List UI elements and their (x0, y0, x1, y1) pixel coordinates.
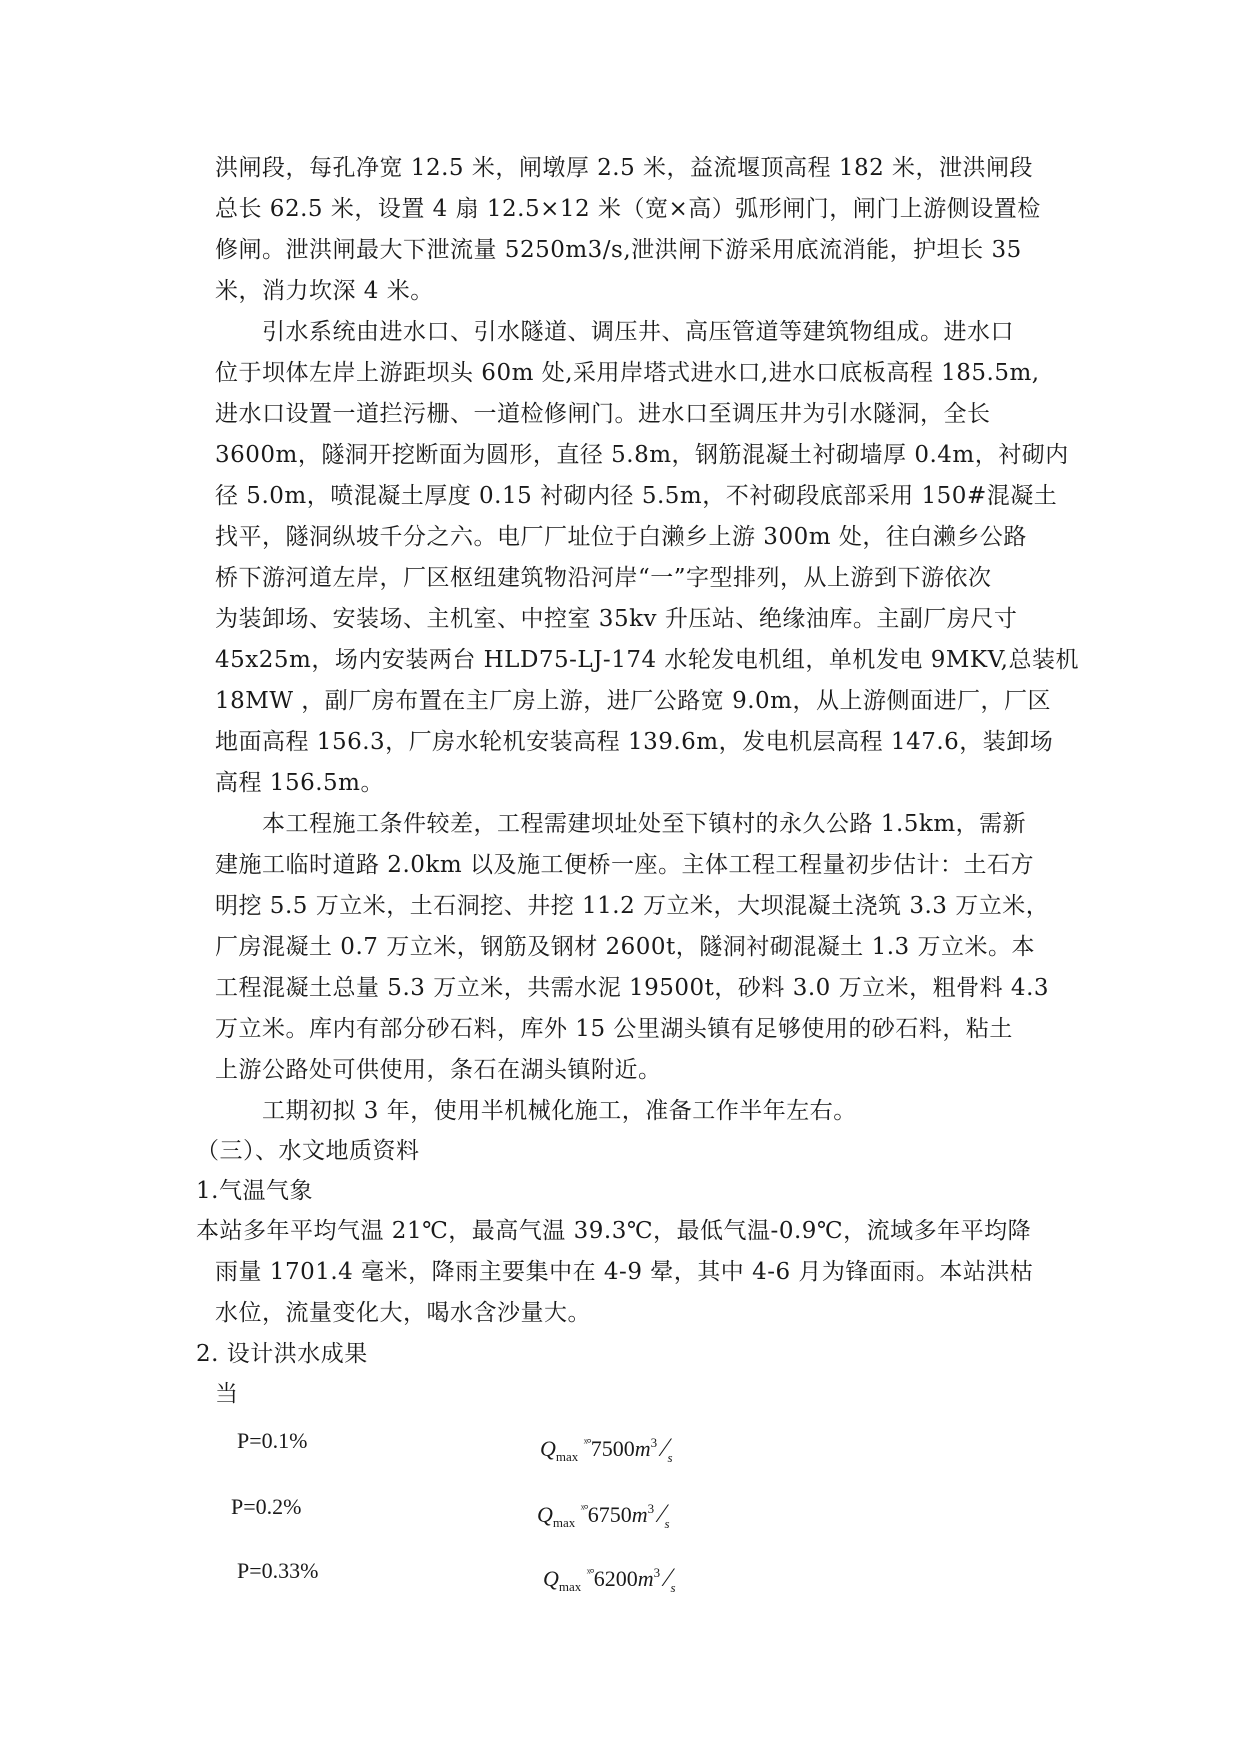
paragraph-2-line-5: 径 5.0m，喷混凝土厚度 0.15 衬砌内径 5.5m，不衬砌段底部采用 150#混凝土 (215, 483, 1058, 509)
paragraph-2-line-11: 地面高程 156.3，厂房水轮机安装高程 139.6m，发电机层高程 147.6，装卸场 (215, 729, 1054, 755)
paragraph-1-line-3: 修闸。泄洪闸最大下泄流量 5250m3/s,泄洪闸下游采用底流消能，护坦长 35 (215, 237, 1022, 263)
fraction-slash: ⁄ (660, 1499, 665, 1528)
fraction-slash: ⁄ (663, 1433, 668, 1462)
approx-symbol: ˣ° (586, 1565, 594, 1580)
paragraph-2-line-10: 18MW ，副厂房布置在主厂房上游，进厂公路宽 9.0m，从上游侧面进厂，厂区 (215, 688, 1051, 714)
paragraph-2-line-1: 引水系统由进水口、引水隧道、调压井、高压管道等建筑物组成。进水口 (262, 319, 1014, 345)
paragraph-2-line-3: 进水口设置一道拦污栅、一道检修闸门。进水口至调压井为引水隧洞，全长 (215, 401, 991, 427)
paragraph-3-line-1: 本工程施工条件较差，工程需建坝址处至下镇村的永久公路 1.5km，需新 (262, 811, 1027, 837)
unit-exponent: 3 (647, 1501, 655, 1516)
q-subscript: max (552, 1515, 576, 1530)
unit-m: m (631, 1502, 648, 1527)
paragraph-1-line-2: 总长 62.5 米，设置 4 扇 12.5×12 米（宽×高）弧形闸门，闸门上游侧设置检 (215, 196, 1041, 222)
q-subscript: max (555, 1449, 579, 1464)
unit-s: s (667, 1450, 673, 1465)
paragraph-1-line-1: 洪闸段，每孔净宽 12.5 米，闸墩厚 2.5 米，益流堰顶高程 182 米，泄洪闸段 (215, 155, 1034, 181)
unit-s: s (670, 1580, 676, 1595)
q-max-expression (537, 1494, 670, 1539)
unit-exponent: 3 (650, 1435, 658, 1450)
q-max-expression (540, 1428, 673, 1473)
subsection-1-line-3: 水位，流量变化大，喝水含沙量大。 (215, 1300, 591, 1326)
paragraph-3-line-2: 建施工临时道路 2.0km 以及施工便桥一座。主体工程工程量初步估计：土石方 (215, 852, 1034, 878)
paragraph-2-line-4: 3600m，隧洞开挖断面为圆形，直径 5.8m，钢筋混凝土衬砌墙厚 0.4m，衬砌内 (215, 442, 1069, 468)
subsection-2-intro: 当 (215, 1381, 239, 1407)
unit-m: m (637, 1566, 654, 1591)
probability-label: P=0.1% (237, 1428, 308, 1453)
fraction-slash: ⁄ (666, 1563, 671, 1592)
paragraph-3-line-5: 工程混凝土总量 5.3 万立米，共需水泥 19500t，砂料 3.0 万立米，粗骨料 4.3 (215, 975, 1050, 1001)
q-symbol: Q (543, 1566, 559, 1591)
flow-value: 7500 (590, 1436, 635, 1461)
paragraph-2-line-7: 桥下游河道左岸，厂区枢纽建筑物沿河岸“一”字型排列，从上游到下游依次 (215, 565, 992, 591)
unit-s: s (664, 1516, 670, 1531)
paragraph-3-line-3: 明挖 5.5 万立米，土石洞挖、井挖 11.2 万立米，大坝混凝土浇筑 3.3 万立米， (215, 893, 1050, 919)
paragraph-3-line-7: 上游公路处可供使用，条石在湖头镇附近。 (215, 1057, 662, 1083)
paragraph-3-line-6: 万立米。库内有部分砂石料，库外 15 公里湖头镇有足够使用的砂石料，粘土 (215, 1016, 1013, 1042)
section-heading: （三）、水文地质资料 (196, 1138, 420, 1164)
approx-symbol: ˣ° (580, 1501, 588, 1516)
q-subscript: max (558, 1579, 582, 1594)
paragraph-2-line-9: 45x25m，场内安装两台 HLD75-LJ-174 水轮发电机组，单机发电 9MKV,总装机 (215, 647, 1079, 673)
probability-label: P=0.2% (231, 1494, 302, 1519)
probability-label: P=0.33% (237, 1558, 319, 1583)
flow-value: 6200 (593, 1566, 638, 1591)
approx-symbol: ˣ° (583, 1435, 591, 1450)
paragraph-2-line-12: 高程 156.5m。 (215, 770, 384, 796)
paragraph-4-line-1: 工期初拟 3 年，使用半机械化施工，准备工作半年左右。 (262, 1098, 857, 1124)
q-max-expression (543, 1558, 676, 1603)
q-symbol: Q (537, 1502, 553, 1527)
subsection-2-heading: 2. 设计洪水成果 (196, 1341, 368, 1367)
paragraph-1-line-4: 米，消力坎深 4 米。 (215, 278, 434, 304)
subsection-1-heading: 1.气温气象 (196, 1178, 313, 1204)
paragraph-3-line-4: 厂房混凝土 0.7 万立米，钢筋及钢材 2600t，隧洞衬砌混凝土 1.3 万立米。本 (215, 934, 1035, 960)
paragraph-2-line-8: 为装卸场、安装场、主机室、中控室 35kv 升压站、绝缘油库。主副厂房尺寸 (215, 606, 1018, 632)
q-symbol: Q (540, 1436, 556, 1461)
subsection-1-line-1: 本站多年平均气温 21℃，最高气温 39.3℃，最低气温-0.9℃，流域多年平均降 (196, 1218, 1032, 1244)
subsection-1-line-2: 雨量 1701.4 毫米，降雨主要集中在 4-9 晕，其中 4-6 月为锋面雨。本站洪枯 (215, 1259, 1034, 1285)
flow-value: 6750 (587, 1502, 632, 1527)
unit-exponent: 3 (653, 1565, 661, 1580)
paragraph-2-line-2: 位于坝体左岸上游距坝头 60m 处,采用岸塔式进水口,进水口底板高程 185.5m, (215, 360, 1040, 386)
paragraph-2-line-6: 找平，隧洞纵坡千分之六。电厂厂址位于白濑乡上游 300m 处，往白濑乡公路 (215, 524, 1027, 550)
unit-m: m (634, 1436, 651, 1461)
